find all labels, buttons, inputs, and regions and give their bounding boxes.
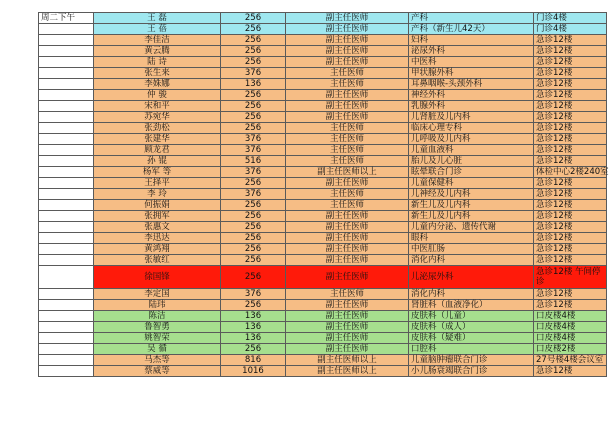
fee-cell: 256 (221, 266, 286, 289)
location-cell: 急诊12楼 (534, 68, 607, 79)
day-cell (39, 333, 94, 344)
department-cell: 儿童内分泌、遗传代谢 (409, 222, 534, 233)
location-cell: 急诊12楼 (534, 233, 607, 244)
day-cell (39, 255, 94, 266)
table-row (39, 233, 607, 244)
table-row (39, 300, 607, 311)
doctor-name-cell: 黄云腾 (94, 46, 221, 57)
fee-cell: 256 (221, 24, 286, 35)
doctor-name-cell: 张建华 (94, 134, 221, 145)
doctor-name-cell: 鲁智勇 (94, 322, 221, 333)
title-cell: 主任医师 (286, 145, 409, 156)
title-cell: 主任医师 (286, 123, 409, 134)
title-cell: 副主任医师 (286, 300, 409, 311)
department-cell: 口腔科 (409, 344, 534, 355)
department-cell: 儿肾脏及儿内科 (409, 112, 534, 123)
day-cell (39, 289, 94, 300)
location-cell: 急诊12楼 (534, 300, 607, 311)
doctor-name-cell: 黄鸿翔 (94, 244, 221, 255)
day-cell: 周二下午 (39, 13, 94, 24)
location-cell: 口皮楼2楼 (534, 344, 607, 355)
fee-cell: 256 (221, 200, 286, 211)
department-cell: 妇科 (409, 35, 534, 46)
doctor-name-cell: 张劲松 (94, 123, 221, 134)
title-cell: 副主任医师 (286, 222, 409, 233)
fee-cell: 376 (221, 68, 286, 79)
day-cell (39, 123, 94, 134)
department-cell: 儿童保健科 (409, 178, 534, 189)
table-row (39, 57, 607, 68)
department-cell: 皮肤科（成人） (409, 322, 534, 333)
title-cell: 副主任医师 (286, 233, 409, 244)
fee-cell: 256 (221, 233, 286, 244)
location-cell: 口皮楼4楼 (534, 333, 607, 344)
day-cell (39, 57, 94, 68)
location-cell: 急诊12楼 (534, 178, 607, 189)
day-cell (39, 244, 94, 255)
table-row (39, 333, 607, 344)
day-cell (39, 355, 94, 366)
fee-cell: 136 (221, 322, 286, 333)
location-cell: 口皮楼4楼 (534, 322, 607, 333)
location-cell: 急诊12楼 (534, 211, 607, 222)
doctor-name-cell: 苏宛华 (94, 112, 221, 123)
fee-cell: 256 (221, 300, 286, 311)
department-cell: 消化内科 (409, 289, 534, 300)
department-cell: 消化内科 (409, 255, 534, 266)
day-cell (39, 366, 94, 377)
location-cell: 27号楼4楼会议室 (534, 355, 607, 366)
day-cell (39, 167, 94, 178)
location-cell: 急诊12楼 (534, 79, 607, 90)
table-row (39, 344, 607, 355)
doctor-name-cell: 孙 锟 (94, 156, 221, 167)
doctor-name-cell: 张敏红 (94, 255, 221, 266)
table-row (39, 189, 607, 200)
department-cell: 甲状腺外科 (409, 68, 534, 79)
title-cell: 副主任医师 (286, 211, 409, 222)
fee-cell: 136 (221, 333, 286, 344)
department-cell: 耳鼻咽喉-头颈外科 (409, 79, 534, 90)
title-cell: 副主任医师 (286, 101, 409, 112)
doctor-name-cell: 马杰等 (94, 355, 221, 366)
title-cell: 主任医师 (286, 156, 409, 167)
table-row (39, 211, 607, 222)
day-cell (39, 300, 94, 311)
day-cell (39, 24, 94, 35)
day-cell (39, 68, 94, 79)
table-row (39, 35, 607, 46)
location-cell: 急诊12楼 (534, 200, 607, 211)
fee-cell: 516 (221, 156, 286, 167)
doctor-name-cell: 陆玮 (94, 300, 221, 311)
doctor-name-cell: 何振娟 (94, 200, 221, 211)
location-cell: 急诊12楼 (534, 255, 607, 266)
doctor-name-cell: 李迅达 (94, 233, 221, 244)
doctor-name-cell: 张生来 (94, 68, 221, 79)
doctor-name-cell: 陆 诗 (94, 57, 221, 68)
day-cell (39, 101, 94, 112)
fee-cell: 136 (221, 311, 286, 322)
table-row (39, 244, 607, 255)
schedule-body (39, 13, 607, 377)
table-row (39, 79, 607, 90)
department-cell: 新生儿及儿内科 (409, 211, 534, 222)
title-cell: 副主任医师 (286, 178, 409, 189)
day-cell (39, 311, 94, 322)
doctor-name-cell: 吴 循 (94, 344, 221, 355)
doctor-name-cell: 张惠文 (94, 222, 221, 233)
location-cell: 急诊12楼 (534, 222, 607, 233)
fee-cell: 256 (221, 112, 286, 123)
doctor-name-cell: 王 磊 (94, 13, 221, 24)
day-cell (39, 35, 94, 46)
day-cell (39, 344, 94, 355)
location-cell: 急诊12楼 (534, 101, 607, 112)
table-row (39, 366, 607, 377)
day-cell (39, 178, 94, 189)
title-cell: 副主任医师以上 (286, 167, 409, 178)
doctor-name-cell: 李定国 (94, 289, 221, 300)
day-cell (39, 211, 94, 222)
fee-cell: 256 (221, 46, 286, 57)
fee-cell: 256 (221, 255, 286, 266)
department-cell: 产科 (409, 13, 534, 24)
fee-cell: 1016 (221, 366, 286, 377)
day-cell (39, 266, 94, 289)
department-cell: 儿呼吸及儿内科 (409, 134, 534, 145)
doctor-name-cell: 宋和平 (94, 101, 221, 112)
department-cell: 肾脏科（血液净化） (409, 300, 534, 311)
location-cell: 急诊12楼 (534, 156, 607, 167)
department-cell: 儿童血液科 (409, 145, 534, 156)
table-row (39, 311, 607, 322)
table-row (39, 123, 607, 134)
day-cell (39, 79, 94, 90)
location-cell: 急诊12楼 (534, 46, 607, 57)
title-cell: 主任医师 (286, 189, 409, 200)
location-cell: 急诊12楼 (534, 57, 607, 68)
title-cell: 副主任医师 (286, 344, 409, 355)
table-row (39, 355, 607, 366)
table-row (39, 200, 607, 211)
day-cell (39, 233, 94, 244)
fee-cell: 256 (221, 57, 286, 68)
fee-cell: 256 (221, 178, 286, 189)
location-cell: 急诊12楼 (534, 366, 607, 377)
department-cell: 胎儿及儿心脏 (409, 156, 534, 167)
fee-cell: 816 (221, 355, 286, 366)
fee-cell: 256 (221, 244, 286, 255)
table-row (39, 145, 607, 156)
location-cell: 急诊12楼 午间停诊 (534, 266, 607, 289)
department-cell: 中医科 (409, 57, 534, 68)
table-row (39, 90, 607, 101)
location-cell: 急诊12楼 (534, 145, 607, 156)
location-cell: 急诊12楼 (534, 244, 607, 255)
table-row (39, 156, 607, 167)
department-cell: 小儿肠衰竭联合门诊 (409, 366, 534, 377)
title-cell: 副主任医师 (286, 57, 409, 68)
department-cell: 产科（新生儿42天） (409, 24, 534, 35)
doctor-name-cell: 王 蓓 (94, 24, 221, 35)
department-cell: 眩晕联合门诊 (409, 167, 534, 178)
title-cell: 副主任医师 (286, 90, 409, 101)
title-cell: 副主任医师 (286, 35, 409, 46)
doctor-name-cell: 顾龙君 (94, 145, 221, 156)
title-cell: 副主任医师 (286, 24, 409, 35)
doctor-name-cell: 徐国锋 (94, 266, 221, 289)
location-cell: 门诊4楼 (534, 24, 607, 35)
fee-cell: 376 (221, 189, 286, 200)
fee-cell: 256 (221, 344, 286, 355)
fee-cell: 256 (221, 13, 286, 24)
department-cell: 眼科 (409, 233, 534, 244)
department-cell: 神经外科 (409, 90, 534, 101)
title-cell: 主任医师 (286, 68, 409, 79)
title-cell: 副主任医师 (286, 322, 409, 333)
fee-cell: 256 (221, 90, 286, 101)
table-row (39, 68, 607, 79)
doctor-name-cell: 陈洁 (94, 311, 221, 322)
title-cell: 主任医师 (286, 200, 409, 211)
department-cell: 儿神经及儿内科 (409, 189, 534, 200)
location-cell: 体检中心2楼240室 (534, 167, 607, 178)
day-cell (39, 222, 94, 233)
fee-cell: 256 (221, 211, 286, 222)
table-row (39, 24, 607, 35)
doctor-name-cell: 杨军 等 (94, 167, 221, 178)
title-cell: 主任医师 (286, 289, 409, 300)
fee-cell: 256 (221, 222, 286, 233)
location-cell: 急诊12楼 (534, 134, 607, 145)
table-row (39, 101, 607, 112)
day-cell (39, 156, 94, 167)
location-cell: 门诊4楼 (534, 13, 607, 24)
department-cell: 皮肤科（疑难） (409, 333, 534, 344)
table-row (39, 13, 607, 24)
fee-cell: 376 (221, 289, 286, 300)
doctor-name-cell: 仲 骏 (94, 90, 221, 101)
title-cell: 主任医师 (286, 79, 409, 90)
department-cell: 乳腺外科 (409, 101, 534, 112)
table-row (39, 289, 607, 300)
title-cell: 副主任医师 (286, 266, 409, 289)
table-row (39, 134, 607, 145)
title-cell: 副主任医师以上 (286, 355, 409, 366)
doctor-name-cell: 王择平 (94, 178, 221, 189)
title-cell: 主任医师 (286, 134, 409, 145)
department-cell: 泌尿外科 (409, 46, 534, 57)
day-cell (39, 189, 94, 200)
department-cell: 中医肛肠 (409, 244, 534, 255)
day-cell (39, 90, 94, 101)
table-row (39, 178, 607, 189)
fee-cell: 256 (221, 35, 286, 46)
table-row (39, 46, 607, 57)
title-cell: 副主任医师 (286, 112, 409, 123)
day-cell (39, 145, 94, 156)
title-cell: 副主任医师 (286, 244, 409, 255)
table-row (39, 255, 607, 266)
doctor-name-cell: 李姝娜 (94, 79, 221, 90)
location-cell: 急诊12楼 (534, 90, 607, 101)
schedule-table (38, 12, 607, 377)
table-row (39, 222, 607, 233)
doctor-name-cell: 张拥军 (94, 211, 221, 222)
table-row (39, 322, 607, 333)
title-cell: 副主任医师 (286, 46, 409, 57)
title-cell: 副主任医师 (286, 13, 409, 24)
doctor-name-cell: 李佳洁 (94, 35, 221, 46)
location-cell: 急诊12楼 (534, 123, 607, 134)
doctor-name-cell: 姚智荣 (94, 333, 221, 344)
doctor-name-cell: 李 玲 (94, 189, 221, 200)
location-cell: 急诊12楼 (534, 112, 607, 123)
department-cell: 皮肤科（儿童） (409, 311, 534, 322)
table-row (39, 112, 607, 123)
location-cell: 急诊12楼 (534, 189, 607, 200)
day-cell (39, 46, 94, 57)
fee-cell: 376 (221, 134, 286, 145)
fee-cell: 256 (221, 123, 286, 134)
day-cell (39, 112, 94, 123)
location-cell: 急诊12楼 (534, 289, 607, 300)
title-cell: 副主任医师 (286, 311, 409, 322)
day-cell (39, 322, 94, 333)
table-row (39, 167, 607, 178)
location-cell: 急诊12楼 (534, 35, 607, 46)
department-cell: 儿童脑肿瘤联合门诊 (409, 355, 534, 366)
department-cell: 儿泌尿外科 (409, 266, 534, 289)
title-cell: 副主任医师 (286, 255, 409, 266)
fee-cell: 376 (221, 167, 286, 178)
department-cell: 新生儿及儿内科 (409, 200, 534, 211)
title-cell: 副主任医师以上 (286, 366, 409, 377)
fee-cell: 376 (221, 145, 286, 156)
doctor-name-cell: 蔡威等 (94, 366, 221, 377)
fee-cell: 256 (221, 101, 286, 112)
department-cell: 临床心理专科 (409, 123, 534, 134)
day-cell (39, 134, 94, 145)
location-cell: 口皮楼4楼 (534, 311, 607, 322)
fee-cell: 136 (221, 79, 286, 90)
table-row (39, 266, 607, 289)
day-cell (39, 200, 94, 211)
title-cell: 副主任医师 (286, 333, 409, 344)
